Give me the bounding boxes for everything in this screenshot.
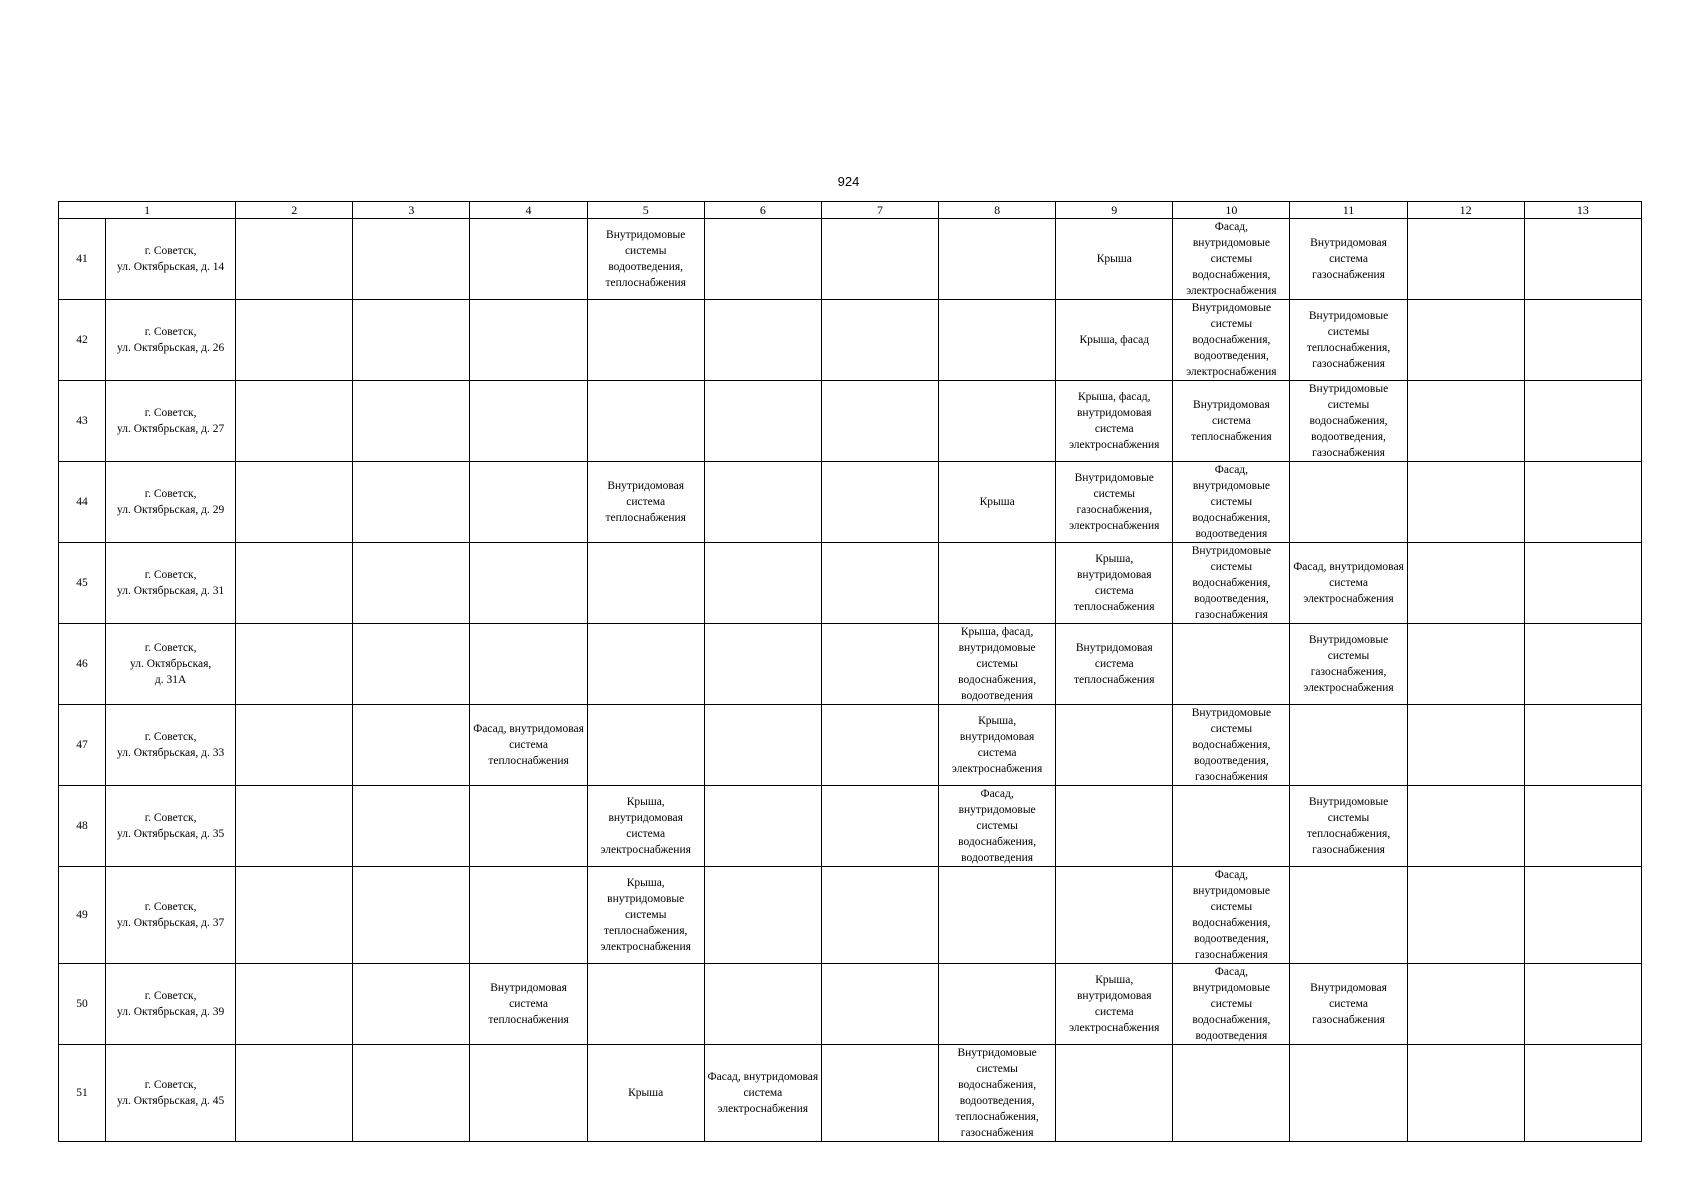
header-row [59, 202, 1642, 219]
work-cell [236, 867, 353, 964]
work-cell [704, 705, 821, 786]
work-cell [821, 624, 938, 705]
work-cell [1524, 219, 1641, 300]
work-cell: Внутридомовая система газоснабжения [1290, 964, 1407, 1045]
work-cell: Внутридомовые системы водоснабжения, водоотведения, электроснабжения [1173, 300, 1290, 381]
work-cell: Внутридомовые системы теплоснабжения, газоснабжения [1290, 786, 1407, 867]
work-cell [821, 867, 938, 964]
row-number: 41 [59, 219, 106, 300]
work-cell: Фасад, внутридомовые системы водоснабжения, водоотведения [939, 786, 1056, 867]
work-cell [587, 705, 704, 786]
work-cell [1290, 705, 1407, 786]
work-cell [1524, 964, 1641, 1045]
work-cell [939, 219, 1056, 300]
work-cell [704, 462, 821, 543]
work-cell [1056, 786, 1173, 867]
table-row [59, 543, 1642, 624]
table-row [59, 300, 1642, 381]
table-row [59, 705, 1642, 786]
work-cell [470, 219, 587, 300]
work-cell [1407, 300, 1524, 381]
work-cell [1524, 1045, 1641, 1142]
column-header: 8 [939, 202, 1056, 219]
work-cell [353, 462, 470, 543]
column-header: 13 [1524, 202, 1641, 219]
work-cell [236, 1045, 353, 1142]
address-cell: г. Советск, ул. Октябрьская, д. 14 [106, 219, 236, 300]
work-cell: Внутридомовые системы газоснабжения, электроснабжения [1056, 462, 1173, 543]
work-cell [587, 300, 704, 381]
table-row [59, 786, 1642, 867]
work-cell [1290, 1045, 1407, 1142]
column-header: 4 [470, 202, 587, 219]
work-cell [1407, 1045, 1524, 1142]
work-cell [587, 543, 704, 624]
work-cell [704, 300, 821, 381]
work-cell: Фасад, внутридомовая система электроснабжения [704, 1045, 821, 1142]
page-number: 924 [837, 174, 860, 189]
work-cell [704, 786, 821, 867]
work-cell [236, 964, 353, 1045]
column-header: 10 [1173, 202, 1290, 219]
table-row [59, 462, 1642, 543]
address-cell: г. Советск, ул. Октябрьская, д. 33 [106, 705, 236, 786]
work-cell [353, 1045, 470, 1142]
work-cell [470, 543, 587, 624]
row-number: 46 [59, 624, 106, 705]
work-cell [353, 381, 470, 462]
address-cell: г. Советск, ул. Октябрьская, д. 37 [106, 867, 236, 964]
column-header: 3 [353, 202, 470, 219]
work-cell [470, 462, 587, 543]
work-cell [1407, 624, 1524, 705]
work-cell: Фасад, внутридомовая система теплоснабжения [470, 705, 587, 786]
row-number: 48 [59, 786, 106, 867]
work-cell: Фасад, внутридомовая система электроснабжения [1290, 543, 1407, 624]
column-header: 7 [821, 202, 938, 219]
work-cell [236, 219, 353, 300]
work-cell [1524, 624, 1641, 705]
work-cell [1524, 705, 1641, 786]
work-cell [821, 964, 938, 1045]
work-cell [821, 300, 938, 381]
address-cell: г. Советск, ул. Октябрьская, д. 29 [106, 462, 236, 543]
address-cell: г. Советск, ул. Октябрьская, д. 31 [106, 543, 236, 624]
work-cell: Крыша, внутридомовая система электроснабжения [1056, 964, 1173, 1045]
table-row [59, 867, 1642, 964]
work-cell: Крыша [939, 462, 1056, 543]
row-number: 44 [59, 462, 106, 543]
table-row [59, 381, 1642, 462]
work-cell: Внутридомовые системы водоснабжения, водоотведения, теплоснабжения, газоснабжения [939, 1045, 1056, 1142]
work-cell: Фасад, внутридомовые системы водоснабжения, водоотведения [1173, 462, 1290, 543]
work-cell [353, 300, 470, 381]
work-cell: Крыша, фасад [1056, 300, 1173, 381]
work-cell [1407, 786, 1524, 867]
work-cell: Крыша, фасад, внутридомовая система электроснабжения [1056, 381, 1173, 462]
work-cell [704, 867, 821, 964]
work-cell: Крыша [1056, 219, 1173, 300]
work-cell [1056, 1045, 1173, 1142]
work-cell [939, 964, 1056, 1045]
work-cell: Внутридомовая система теплоснабжения [587, 462, 704, 543]
work-cell [939, 381, 1056, 462]
work-cell [1290, 462, 1407, 543]
row-number: 51 [59, 1045, 106, 1142]
column-header: 2 [236, 202, 353, 219]
column-header: 11 [1290, 202, 1407, 219]
work-cell [704, 543, 821, 624]
row-number: 49 [59, 867, 106, 964]
work-cell: Крыша, внутридомовая система теплоснабжения [1056, 543, 1173, 624]
work-cell [236, 624, 353, 705]
work-cell [704, 624, 821, 705]
work-cell [821, 705, 938, 786]
work-cell [1173, 786, 1290, 867]
address-cell: г. Советск, ул. Октябрьская, д. 27 [106, 381, 236, 462]
work-cell [1290, 867, 1407, 964]
work-cell: Крыша, внутридомовая система электроснабжения [939, 705, 1056, 786]
column-header: 5 [587, 202, 704, 219]
work-cell [1407, 705, 1524, 786]
table-row [59, 624, 1642, 705]
row-number: 45 [59, 543, 106, 624]
work-cell [236, 381, 353, 462]
work-cell [1524, 300, 1641, 381]
work-cell [821, 786, 938, 867]
work-cell [1407, 462, 1524, 543]
work-cell [1407, 867, 1524, 964]
table-row [59, 964, 1642, 1045]
work-cell [353, 786, 470, 867]
work-cell [236, 786, 353, 867]
address-cell: г. Советск, ул. Октябрьская, д. 45 [106, 1045, 236, 1142]
table-row [59, 1045, 1642, 1142]
work-cell [704, 381, 821, 462]
work-cell: Внутридомовые системы водоотведения, теплоснабжения [587, 219, 704, 300]
work-cell: Крыша, внутридомовые системы теплоснабжения, электроснабжения [587, 867, 704, 964]
work-cell [1524, 786, 1641, 867]
work-cell [470, 1045, 587, 1142]
address-cell: г. Советск, ул. Октябрьская, д. 26 [106, 300, 236, 381]
column-header: 6 [704, 202, 821, 219]
work-cell: Крыша, внутридомовая система электроснабжения [587, 786, 704, 867]
work-cell [1524, 462, 1641, 543]
work-cell [353, 705, 470, 786]
work-cell [353, 964, 470, 1045]
work-cell: Крыша [587, 1045, 704, 1142]
work-cell: Фасад, внутридомовые системы водоснабжения, водоотведения, газоснабжения [1173, 867, 1290, 964]
work-cell [704, 219, 821, 300]
address-cell: г. Советск, ул. Октябрьская, д. 31А [106, 624, 236, 705]
work-cell: Внутридомовые системы водоснабжения, водоотведения, газоснабжения [1173, 543, 1290, 624]
work-cell [353, 624, 470, 705]
row-number: 42 [59, 300, 106, 381]
work-cell [821, 462, 938, 543]
work-cell [1173, 624, 1290, 705]
work-cell: Внутридомовые системы водоснабжения, водоотведения, газоснабжения [1173, 705, 1290, 786]
work-cell: Крыша, фасад, внутридомовые системы водоснабжения, водоотведения [939, 624, 1056, 705]
row-number: 43 [59, 381, 106, 462]
work-cell [236, 705, 353, 786]
work-cell [587, 381, 704, 462]
work-cell [587, 624, 704, 705]
work-cell [353, 219, 470, 300]
work-cell [1407, 964, 1524, 1045]
column-header: 9 [1056, 202, 1173, 219]
work-cell: Внутридомовая система газоснабжения [1290, 219, 1407, 300]
work-cell: Внутридомовые системы теплоснабжения, газоснабжения [1290, 300, 1407, 381]
work-cell [821, 219, 938, 300]
work-cell [1407, 381, 1524, 462]
work-cell [821, 1045, 938, 1142]
work-cell: Фасад, внутридомовые системы водоснабжения, электроснабжения [1173, 219, 1290, 300]
work-cell [587, 964, 704, 1045]
work-cell [1407, 219, 1524, 300]
work-cell [470, 786, 587, 867]
work-cell [470, 381, 587, 462]
work-cell [1407, 543, 1524, 624]
work-cell: Внутридомовые системы газоснабжения, электроснабжения [1290, 624, 1407, 705]
work-cell [1524, 867, 1641, 964]
work-cell [236, 300, 353, 381]
work-cell [704, 964, 821, 1045]
work-cell [1056, 867, 1173, 964]
row-number: 47 [59, 705, 106, 786]
work-cell [939, 867, 1056, 964]
work-cell [470, 300, 587, 381]
work-cell [1056, 705, 1173, 786]
column-header: 12 [1407, 202, 1524, 219]
work-cell [470, 624, 587, 705]
work-cell [470, 867, 587, 964]
repair-schedule-table [58, 201, 1642, 1142]
work-cell [1524, 381, 1641, 462]
work-cell [821, 543, 938, 624]
column-header: 1 [59, 202, 236, 219]
table-row [59, 219, 1642, 300]
work-cell [821, 381, 938, 462]
work-cell [939, 543, 1056, 624]
work-cell [353, 867, 470, 964]
address-cell: г. Советск, ул. Октябрьская, д. 35 [106, 786, 236, 867]
work-cell [236, 462, 353, 543]
work-cell [353, 543, 470, 624]
work-cell [1524, 543, 1641, 624]
work-cell: Фасад, внутридомовые системы водоснабжения, водоотведения [1173, 964, 1290, 1045]
address-cell: г. Советск, ул. Октябрьская, д. 39 [106, 964, 236, 1045]
work-cell: Внутридомовые системы водоснабжения, водоотведения, газоснабжения [1290, 381, 1407, 462]
work-cell [236, 543, 353, 624]
work-cell [939, 300, 1056, 381]
work-cell [1173, 1045, 1290, 1142]
work-cell: Внутридомовая система теплоснабжения [1056, 624, 1173, 705]
work-cell: Внутридомовая система теплоснабжения [1173, 381, 1290, 462]
row-number: 50 [59, 964, 106, 1045]
work-cell: Внутридомовая система теплоснабжения [470, 964, 587, 1045]
